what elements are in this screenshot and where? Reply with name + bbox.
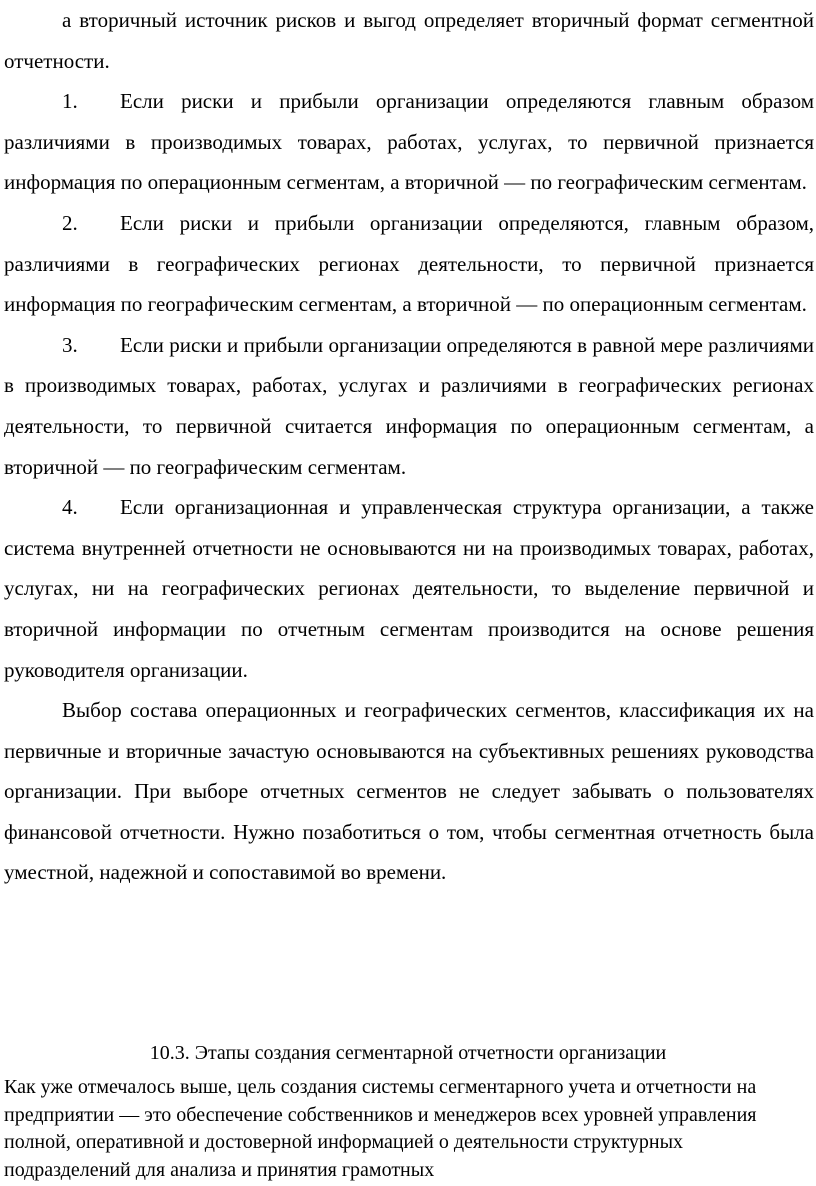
closing-paragraph: Выбор состава операционных и географических сегментов, классификация их на первичные и вторичные зачастую основываются на субъективных решениях руководства организации. При выборе отчетных сегментов не следует забывать о пользователях финансовой отчетности. Нужно позаботиться о том, чтобы сегментная отчетность была уместной, надежной и сопоставимой во времени.	[4, 698, 814, 885]
section-intro-paragraph: Как уже отмечалось выше, цель создания системы сегментарного учета и отчетности на предприятии — это обеспечение собственников и менеджеров всех уровней управления полной, оперативной и достоверной информацией о деятельности структурных подразделений для анализа и принятия грамотных	[4, 1076, 757, 1181]
list-item-1	[4, 81, 814, 203]
list-item-number: 2.	[62, 210, 78, 235]
list-item-number: 1.	[62, 89, 78, 114]
list-item-text: Если организационная и управленческая структура организации, а также система внутренней отчетности не основываются ни на производимых товарах, работах, услугах, ни на географических регионах деятельности, то выделение первичной и вторичной информации по отчетным сегментам производится на основе решения руководителя организации.	[4, 495, 814, 682]
document-body	[4, 0, 814, 893]
list-item-number: 3.	[62, 332, 78, 357]
continuation-paragraph: а вторичный источник рисков и выгод определяет вторичный формат сегментной отчетности.	[4, 8, 814, 73]
list-item-text: Если риски и прибыли организации определяются, главным образом, различиями в географических регионах деятельности, то первичной признается информация по географическим сегментам, а вторичной — по операционным сегментам.	[4, 210, 814, 317]
list-item-3	[4, 325, 814, 487]
list-item-number: 4.	[62, 495, 78, 520]
list-item-text: Если риски и прибыли организации определяются в равной мере различиями в производимых товарах, работах, услугах и различиями в географических регионах деятельности, то первичной считается информация по операционным сегментам, а вторичной — по географическим сегментам.	[4, 332, 814, 479]
section-heading: 10.3. Этапы создания сегментарной отчетности организации	[149, 1042, 667, 1064]
list-item-text: Если риски и прибыли организации определяются главным образом различиями в производимых товарах, работах, услугах, то первичной признается информация по операционным сегментам, а вторичной — по географическим сегментам.	[4, 89, 814, 195]
list-item-4	[4, 487, 814, 690]
list-item-2	[4, 203, 814, 325]
